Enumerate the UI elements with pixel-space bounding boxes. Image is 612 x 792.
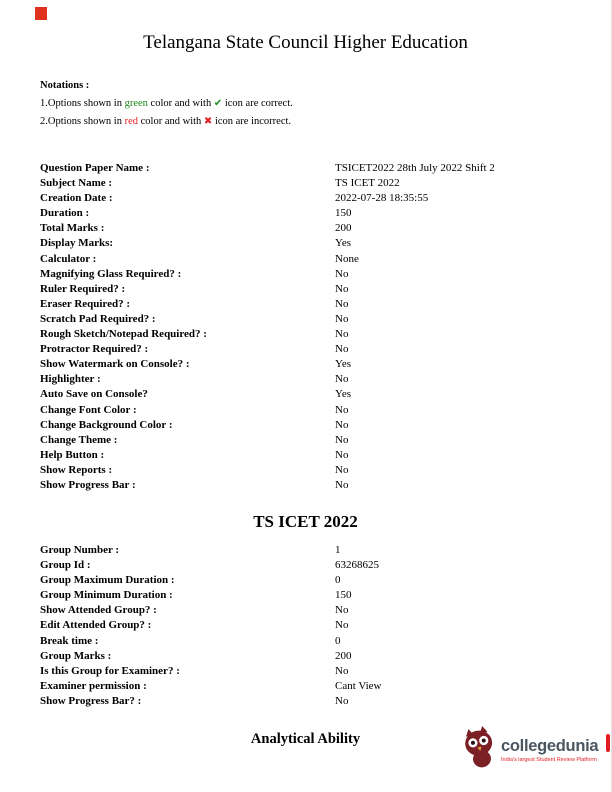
paper-details-list — [40, 161, 596, 493]
group-detail-value: No — [335, 694, 349, 707]
notation-text: 1.Options shown in — [40, 98, 122, 109]
detail-label: Eraser Required? : — [40, 297, 131, 310]
group-detail-row — [40, 634, 596, 649]
check-icon: ✔ — [213, 98, 223, 109]
detail-row — [40, 252, 596, 267]
group-section-title: TS ICET 2022 — [253, 512, 358, 531]
detail-row — [40, 342, 596, 357]
notation-text: 2.Options shown in — [40, 116, 122, 127]
detail-value: Yes — [335, 358, 352, 371]
detail-label: Highlighter : — [40, 373, 101, 386]
group-detail-value: No — [335, 604, 349, 617]
page-title: Telangana State Council Higher Education — [143, 32, 468, 53]
group-details-list — [40, 543, 596, 709]
detail-label: Show Progress Bar : — [40, 478, 136, 491]
notation-text: icon are incorrect. — [214, 116, 292, 127]
group-detail-label: Group Id : — [40, 559, 91, 572]
detail-label: Help Button : — [40, 448, 105, 461]
group-detail-label: Group Number : — [40, 544, 120, 556]
notation-line-correct — [40, 98, 293, 109]
detail-row — [40, 357, 596, 372]
group-detail-label: Group Marks : — [40, 649, 112, 662]
notation-line-incorrect — [40, 116, 293, 127]
detail-row — [40, 161, 596, 176]
detail-label: Auto Save on Console? — [40, 388, 148, 401]
detail-value: Yes — [335, 388, 352, 401]
group-detail-row — [40, 694, 596, 709]
detail-label: Change Font Color : — [40, 403, 137, 416]
group-detail-value: 200 — [335, 649, 352, 662]
group-detail-row — [40, 543, 596, 558]
detail-value: No — [335, 328, 349, 341]
notation-text: icon are correct. — [224, 98, 293, 109]
detail-row — [40, 433, 596, 448]
detail-value: 200 — [335, 222, 352, 235]
detail-value: No — [335, 343, 349, 356]
detail-row — [40, 282, 596, 297]
detail-label: Question Paper Name : — [40, 162, 150, 174]
detail-row — [40, 478, 596, 493]
detail-value: No — [335, 478, 349, 491]
notation-text: color and with — [150, 98, 212, 109]
brand-name: collegedunia — [501, 736, 599, 755]
detail-row — [40, 267, 596, 282]
red-marker — [35, 7, 47, 20]
group-detail-row — [40, 573, 596, 588]
detail-value: 150 — [335, 207, 352, 220]
detail-row — [40, 387, 596, 402]
cross-icon: ✖ — [203, 116, 213, 127]
group-detail-label: Break time : — [40, 634, 99, 647]
detail-label: Ruler Required? : — [40, 282, 126, 295]
group-detail-row — [40, 588, 596, 603]
detail-row — [40, 372, 596, 387]
group-detail-row — [40, 558, 596, 573]
group-detail-value: 150 — [335, 589, 352, 602]
detail-label: Creation Date : — [40, 192, 113, 205]
detail-row — [40, 448, 596, 463]
detail-label: Show Reports : — [40, 463, 113, 476]
detail-value: Yes — [335, 237, 352, 250]
detail-label: Scratch Pad Required? : — [40, 312, 156, 325]
logo-text — [501, 737, 598, 763]
detail-row — [40, 236, 596, 251]
detail-label: Show Watermark on Console? : — [40, 358, 190, 371]
group-detail-value: No — [335, 664, 349, 677]
group-detail-row — [40, 679, 596, 694]
detail-row — [40, 206, 596, 221]
detail-value: TS ICET 2022 — [335, 177, 400, 190]
brand-tagline: India's largest Student Review Platform — [501, 756, 597, 763]
detail-label: Duration : — [40, 207, 90, 220]
group-detail-label: Group Maximum Duration : — [40, 574, 175, 587]
group-detail-value: No — [335, 619, 349, 632]
group-detail-value: 0 — [335, 574, 341, 587]
logo-accent-bar — [606, 734, 610, 752]
detail-label: Subject Name : — [40, 177, 113, 190]
detail-value: No — [335, 403, 349, 416]
detail-value: No — [335, 373, 349, 386]
group-detail-label: Edit Attended Group? : — [40, 619, 152, 632]
owl-icon — [458, 723, 501, 776]
detail-label: Change Background Color : — [40, 418, 173, 431]
detail-value: No — [335, 267, 349, 280]
detail-row — [40, 463, 596, 478]
group-detail-value: 1 — [335, 544, 341, 556]
detail-label: Magnifying Glass Required? : — [40, 267, 182, 280]
group-detail-label: Examiner permission : — [40, 679, 147, 692]
group-detail-row — [40, 603, 596, 618]
group-detail-label: Group Minimum Duration : — [40, 589, 173, 602]
group-detail-row — [40, 649, 596, 664]
detail-label: Calculator : — [40, 252, 97, 265]
detail-value: No — [335, 312, 349, 325]
detail-label: Display Marks: — [40, 237, 114, 250]
detail-label: Change Theme : — [40, 433, 118, 446]
detail-row — [40, 221, 596, 236]
detail-value: No — [335, 448, 349, 461]
detail-value: 2022-07-28 18:35:55 — [335, 192, 429, 205]
group-detail-row — [40, 618, 596, 633]
detail-row — [40, 191, 596, 206]
detail-row — [40, 418, 596, 433]
notation-text: color and with — [140, 116, 202, 127]
detail-row — [40, 403, 596, 418]
red-color-word: red — [124, 116, 139, 127]
group-detail-label: Show Attended Group? : — [40, 604, 157, 617]
detail-label: Total Marks : — [40, 222, 105, 235]
group-detail-value: 63268625 — [335, 559, 379, 572]
detail-value: No — [335, 282, 349, 295]
detail-value: TSICET2022 28th July 2022 Shift 2 — [335, 162, 495, 174]
group-detail-value: 0 — [335, 634, 341, 647]
detail-value: No — [335, 418, 349, 431]
green-color-word: green — [124, 98, 148, 109]
collegedunia-logo — [463, 726, 612, 773]
detail-row — [40, 327, 596, 342]
section-heading: Analytical Ability — [250, 731, 361, 747]
detail-row — [40, 312, 596, 327]
detail-label: Rough Sketch/Notepad Required? : — [40, 328, 207, 341]
detail-row — [40, 297, 596, 312]
detail-value: No — [335, 433, 349, 446]
group-detail-row — [40, 664, 596, 679]
detail-row — [40, 176, 596, 191]
group-detail-label: Is this Group for Examiner? : — [40, 664, 180, 677]
notations-heading: Notations : — [40, 80, 90, 91]
group-detail-value: Cant View — [335, 679, 382, 692]
detail-value: No — [335, 463, 349, 476]
detail-value: No — [335, 297, 349, 310]
detail-label: Protractor Required? : — [40, 343, 149, 356]
notations-block — [40, 80, 293, 134]
group-detail-label: Show Progress Bar? : — [40, 694, 142, 707]
detail-value: None — [335, 252, 359, 265]
